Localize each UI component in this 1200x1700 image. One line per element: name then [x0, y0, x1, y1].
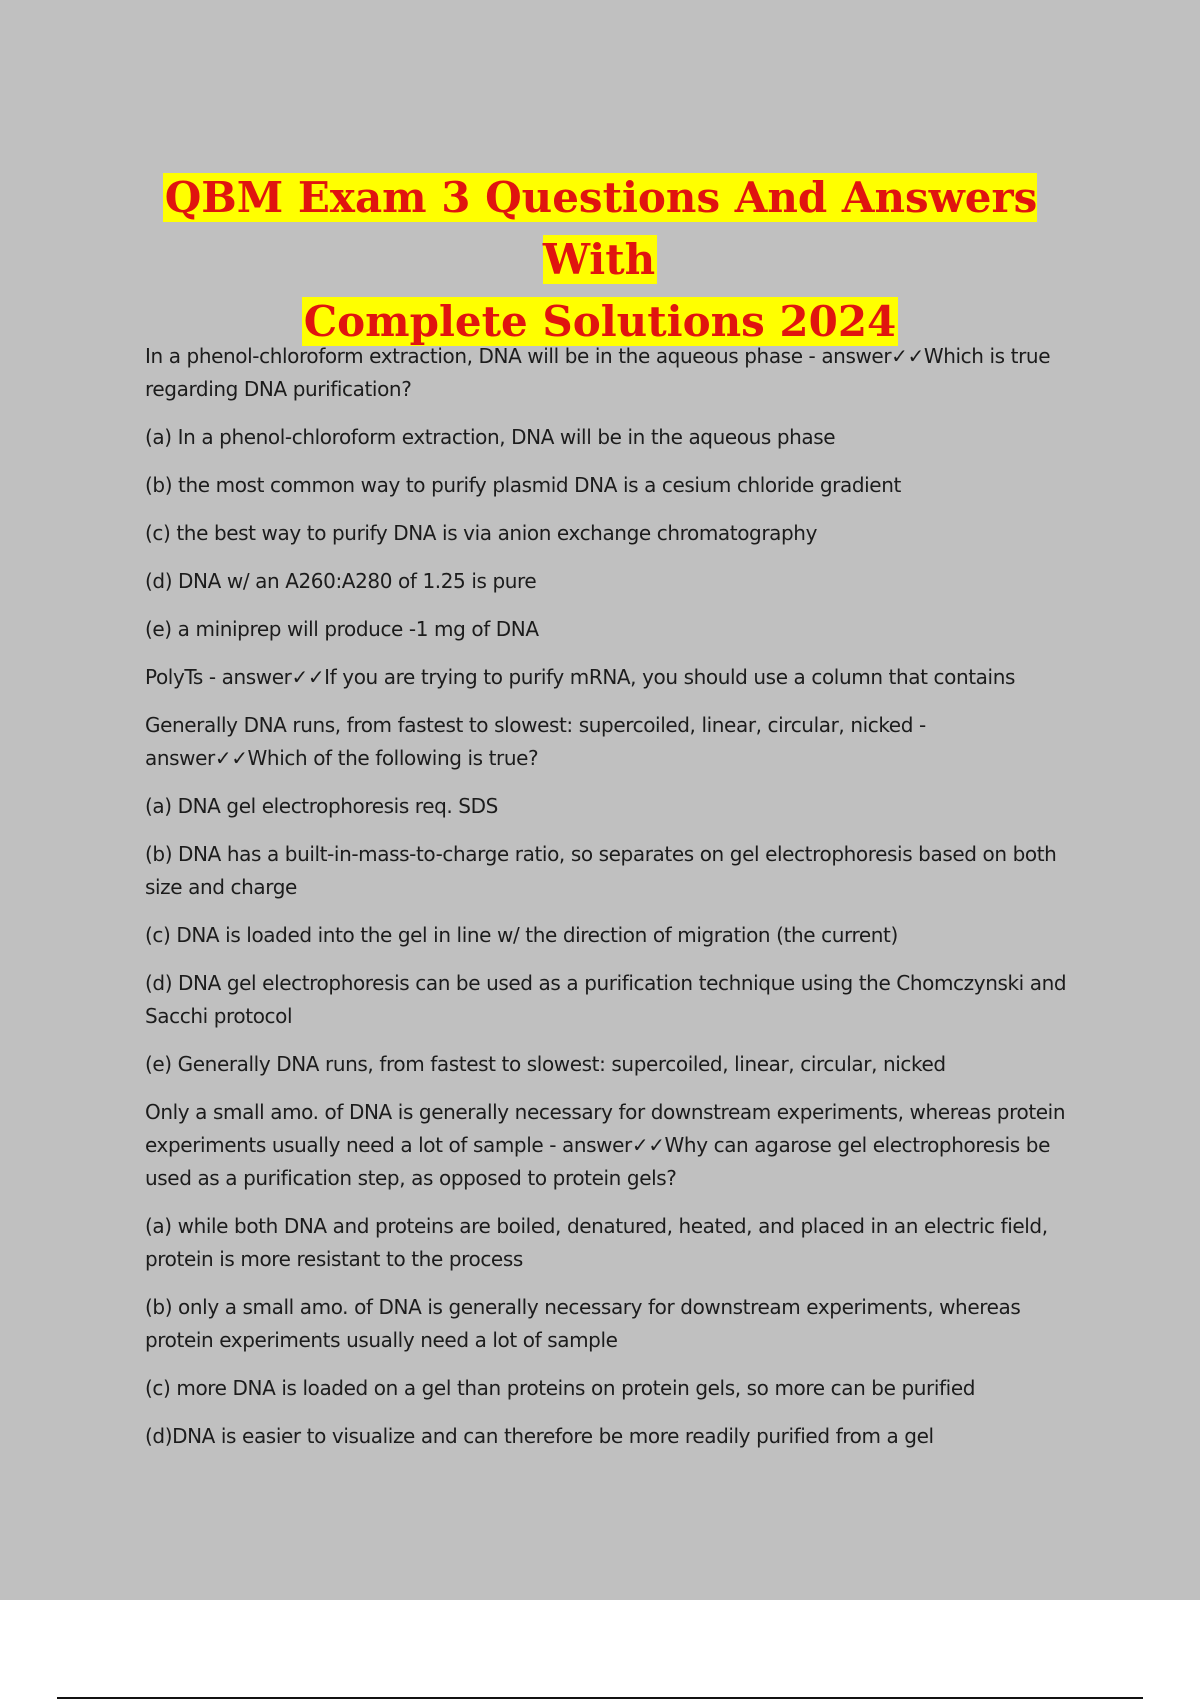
option-4d: (d)DNA is easier to visualize and can therefore be more readily purified from a gel — [145, 1424, 934, 1448]
question-4: Only a small amo. of DNA is generally necessary for downstream experiments, whereas protein experiments usually need a lot of sample - answer✓✓Why can agarose gel electrophoresis be used as a purification step, as opposed to protein gels? — [145, 1100, 1066, 1190]
document-body — [145, 340, 1085, 1468]
document-title — [100, 167, 1100, 353]
question-3: Generally DNA runs, from fastest to slowest: supercoiled, linear, circular, nicked - answer✓✓Which of the following is true? — [145, 713, 926, 770]
option-4b: (b) only a small amo. of DNA is generally necessary for downstream experiments, whereas protein experiments usually need a lot of sample — [145, 1295, 1021, 1352]
title-line-2: Complete Solutions 2024 — [303, 297, 897, 346]
footer-divider — [57, 1697, 1143, 1699]
option-1c: (c) the best way to purify DNA is via anion exchange chromatography — [145, 521, 818, 545]
title-line-1: QBM Exam 3 Questions And Answers With — [164, 173, 1038, 284]
option-3e: (e) Generally DNA runs, from fastest to slowest: supercoiled, linear, circular, nicked — [145, 1052, 946, 1076]
question-2: PolyTs - answer✓✓If you are trying to purify mRNA, you should use a column that contains — [145, 665, 1015, 689]
option-1d: (d) DNA w/ an A260:A280 of 1.25 is pure — [145, 569, 537, 593]
option-3d: (d) DNA gel electrophoresis can be used as a purification technique using the Chomczynski and Sacchi protocol — [145, 971, 1067, 1028]
option-3c: (c) DNA is loaded into the gel in line w/ the direction of migration (the current) — [145, 923, 898, 947]
option-3b: (b) DNA has a built-in-mass-to-charge ratio, so separates on gel electrophoresis based on both size and charge — [145, 842, 1057, 899]
option-1b: (b) the most common way to purify plasmid DNA is a cesium chloride gradient — [145, 473, 901, 497]
option-1a: (a) In a phenol-chloroform extraction, DNA will be in the aqueous phase — [145, 425, 836, 449]
option-1e: (e) a miniprep will produce -1 mg of DNA — [145, 617, 539, 641]
option-4c: (c) more DNA is loaded on a gel than proteins on protein gels, so more can be purified — [145, 1376, 976, 1400]
option-4a: (a) while both DNA and proteins are boiled, denatured, heated, and placed in an electric field, protein is more resistant to the process — [145, 1214, 1048, 1271]
option-3a: (a) DNA gel electrophoresis req. SDS — [145, 794, 498, 818]
question-1: In a phenol-chloroform extraction, DNA will be in the aqueous phase - answer✓✓Which is true regarding DNA purification? — [145, 344, 1051, 401]
